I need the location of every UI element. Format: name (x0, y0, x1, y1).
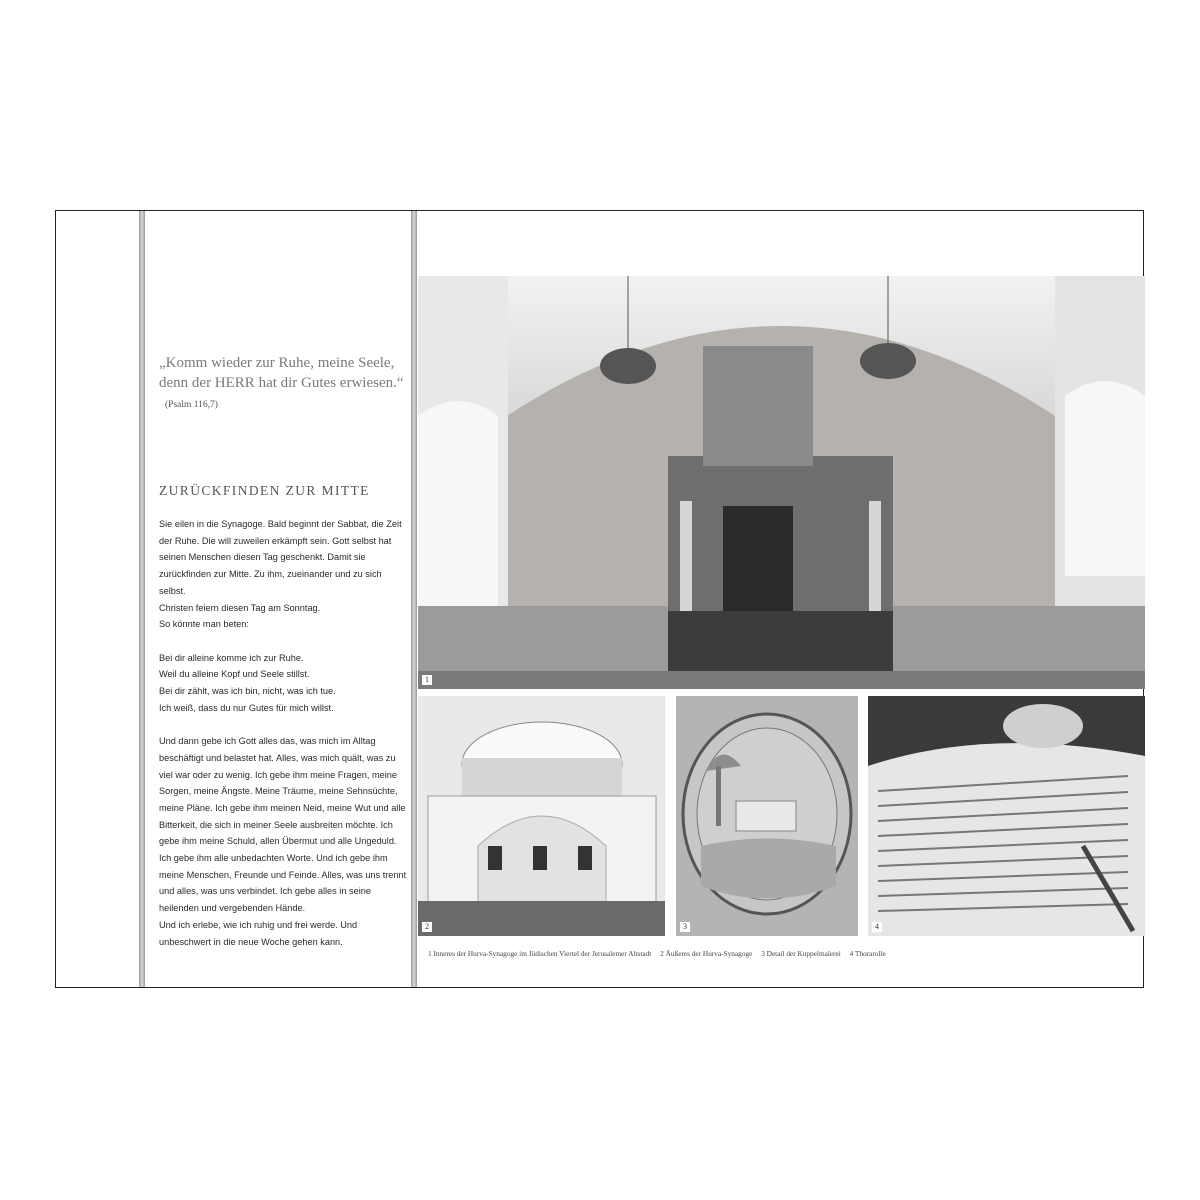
caption: 1 Inneres der Hurva-Synagoge im Jüdischen Viertel der Jerusalemer Altstadt (428, 949, 652, 958)
section-heading: ZURÜCKFINDEN ZUR MITTE (159, 483, 370, 498)
paragraph: Und dann gebe ich Gott alles das, was mich im Alltag beschäftigt und belastet hat. Alles, was mich quält, was zu viel war oder zu wenig. Ich gebe ihm meine Fragen, meine Sorgen, meine Ängste. Meine Träume, meine Sehnsüchte, meine Pläne. Ich gebe ihm meinen Neid, meine Wut und alle Bitterkeit, die sich in meiner Seele ausbreiten möchte. Ich gebe ihm meine Schuld, allen Übermut und alle Ungeduld. Ich gebe ihm alle unbedachten Worte. Und ich gebe ihm meine Menschen, Freunde und Feinde. Alles, was uns trennt und alles, was uns verbindet. Ich gebe alles in seine heilenden und vergebenden Hände. Und ich erlebe, wie ich ruhig und frei werde. Und unbeschwert in die neue Woche gehen kann. (159, 736, 407, 947)
photo-synagogue-exterior (418, 696, 665, 936)
photo-synagogue-interior (418, 276, 1145, 689)
paragraph: Bei dir alleine komme ich zur Ruhe. Weil du alleine Kopf und Seele stillst. Bei dir zählt, was ich bin, nicht, was ich tue. Ich weiß, dass du nur Gutes für mich willst. (159, 652, 336, 713)
photo-captions (428, 949, 1138, 958)
psalm-quote (159, 353, 404, 415)
quote-reference: (Psalm 116,7) (165, 400, 218, 410)
photo-number: 3 (680, 922, 690, 932)
quote-text: „Komm wieder zur Ruhe, meine Seele, denn der HERR hat dir Gutes erwiesen.“ (159, 355, 404, 391)
caption: 2 Äußeres der Hurva-Synagoge (660, 949, 753, 958)
paragraph: Sie eilen in die Synagoge. Bald beginnt der Sabbat, die Zeit der Ruhe. Die will zuweilen erkämpft sein. Gott selbst hat seinen Menschen diesen Tag geschenkt. Damit sie zurückfinden zur Mitte. Zu ihm, zueinander und zu sich selbst. Christen feiern diesen Tag am Sonntag. So könnte man beten: (159, 519, 402, 630)
photo-dome-painting (676, 696, 858, 936)
photo-number: 2 (422, 922, 432, 932)
right-divider-bar (411, 211, 417, 987)
caption: 4 Thorarolle (849, 949, 886, 958)
left-divider-bar (139, 211, 145, 987)
caption: 3 Detail der Kuppelmalerei (761, 949, 841, 958)
photo-number: 1 (422, 675, 432, 685)
photo-number: 4 (872, 922, 882, 932)
book-spread (55, 210, 1144, 988)
body-text (159, 516, 409, 967)
photo-torah-scroll (868, 696, 1145, 936)
